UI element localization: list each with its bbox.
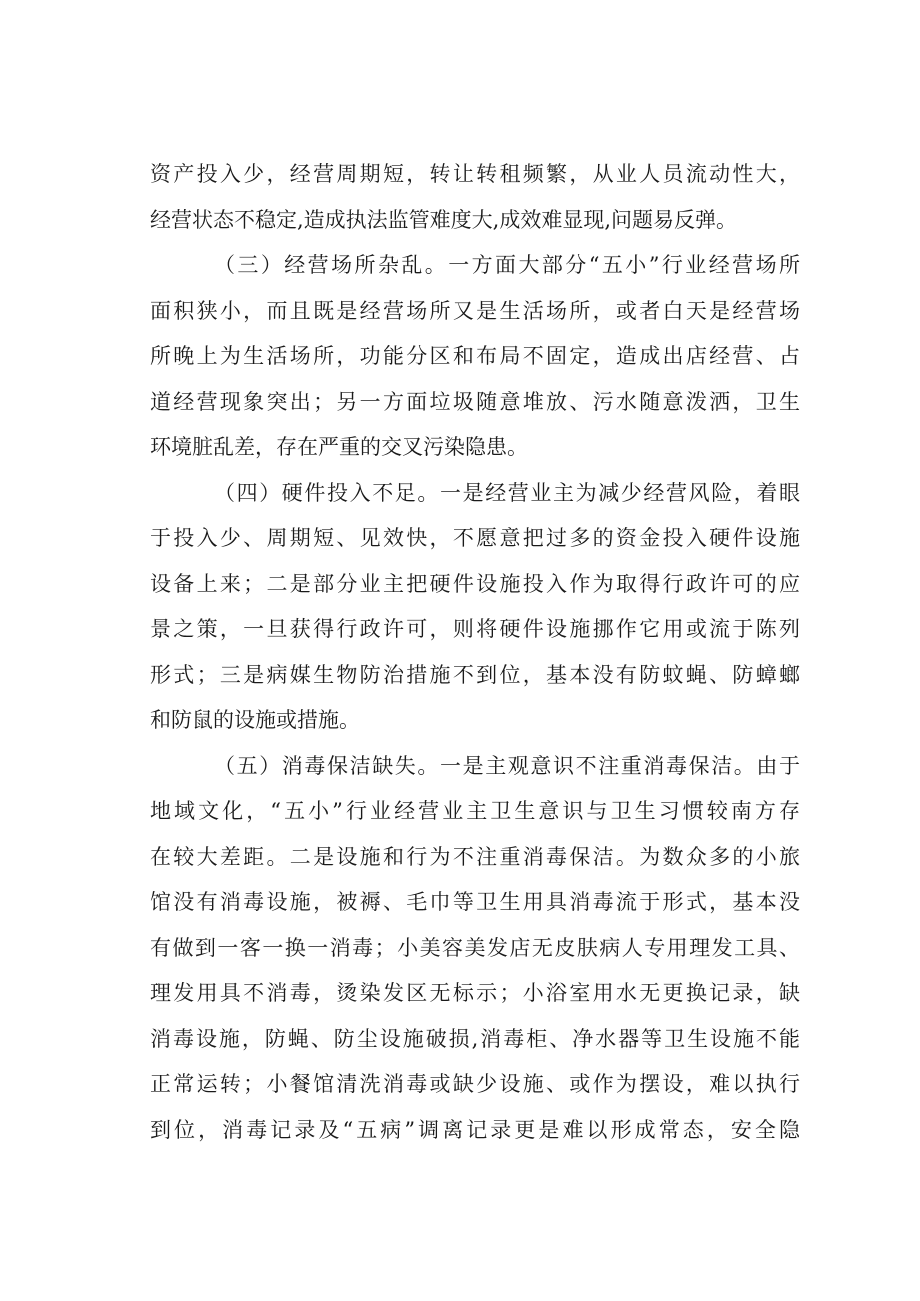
text-line: 景之策，一旦获得行政许可，则将硬件设施挪作它用或流于陈列	[150, 617, 800, 641]
text-line: 在较大差距。二是设施和行为不注重消毒保洁。为数众多的小旅	[150, 844, 800, 869]
text-line: 馆没有消毒设施，被褥、毛巾等卫生用具消毒流于形式，基本没	[150, 890, 800, 914]
text-line: 理发用具不消毒，烫染发区无标示；小浴室用水无更换记录，缺	[150, 981, 800, 1005]
text-line: 道经营现象突出；另一方面垃圾随意堆放、污水随意泼洒，卫生	[150, 389, 800, 414]
text-line: 消毒设施，防蝇、防尘设施破损,消毒柜、净水器等卫生设施不能	[150, 1026, 800, 1051]
text-line: 于投入少、周期短、见效快，不愿意把过多的资金投入硬件设施	[150, 526, 800, 550]
paragraph-heading-line: （四）硬件投入不足。一是经营业主为减少经营风险，着眼	[214, 480, 800, 505]
text-line: 设备上来；二是部分业主把硬件设施投入作为取得行政许可的应	[150, 571, 800, 596]
text-line: 有做到一客一换一消毒；小美容美发店无皮肤病人专用理发工具、	[150, 935, 800, 960]
text-line: 到位，消毒记录及“五病”调离记录更是难以形成常态，安全隐	[150, 1117, 800, 1142]
text-line: 资产投入少，经营周期短，转让转租频繁，从业人员流动性大，	[150, 162, 800, 186]
text-line: 地域文化，“五小”行业经营业主卫生意识与卫生习惯较南方存	[150, 799, 800, 823]
document-body	[150, 152, 800, 1153]
text-line: 和防鼠的设施或措施。	[150, 708, 360, 732]
text-line: 面积狭小，而且既是经营场所又是生活场所，或者白天是经营场	[150, 298, 800, 323]
text-line: 正常运转；小餐馆清洗消毒或缺少设施、或作为摆设，难以执行	[150, 1072, 800, 1096]
text-line: 经营状态不稳定,造成执法监管难度大,成效难显现,问题易反弹。	[150, 207, 738, 232]
text-line: 所晚上为生活场所，功能分区和布局不固定，造成出店经营、占	[150, 344, 800, 368]
paragraph-heading-line: （三）经营场所杂乱。一方面大部分“五小”行业经营场所	[214, 253, 800, 277]
paragraph-heading-line: （五）消毒保洁缺失。一是主观意识不注重消毒保洁。由于	[214, 753, 800, 778]
text-line: 环境脏乱差，存在严重的交叉污染隐患。	[150, 435, 528, 459]
text-line: 形式；三是病媒生物防治措施不到位，基本没有防蚊蝇、防蟑螂	[150, 662, 800, 687]
